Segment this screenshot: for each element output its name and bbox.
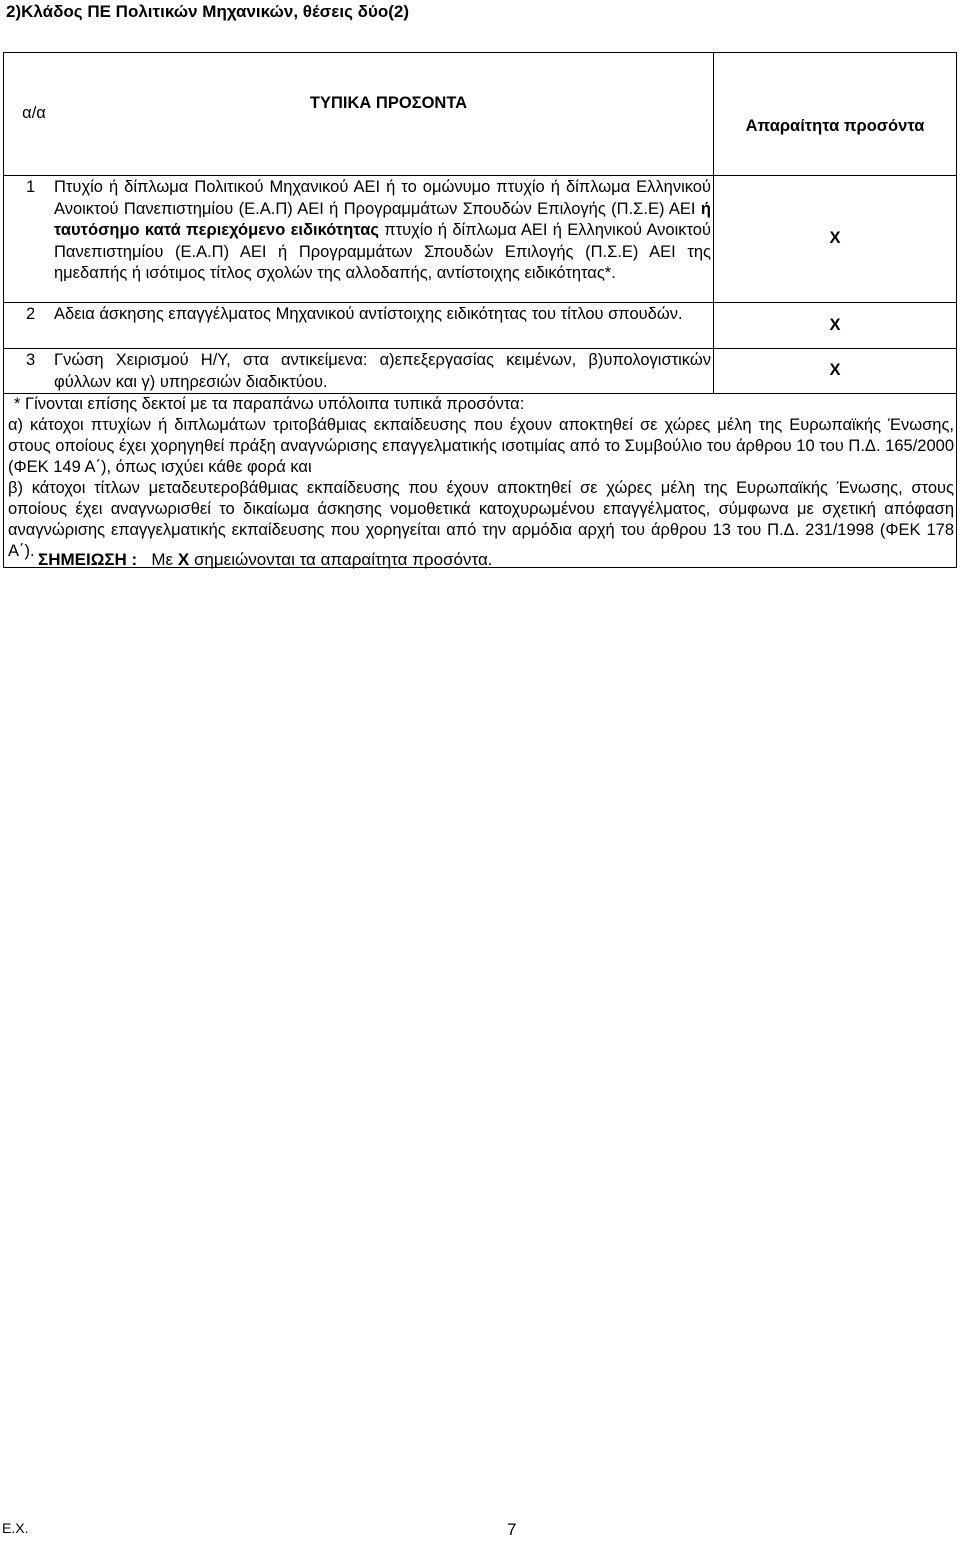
- column-header-required: Απαραίτητα προσόντα: [714, 53, 957, 176]
- remark-text-after: σημειώνονται τα απαραίτητα προσόντα.: [193, 550, 493, 569]
- row-description: [4, 177, 713, 285]
- row-description: Αδεια άσκησης επαγγέλματος Μηχανικού αντίστοιχης ειδικότητας του τίτλου σπουδών.: [54, 305, 683, 323]
- footnote-cell: [4, 394, 957, 568]
- remark-note: [38, 550, 493, 570]
- qualifications-table: [3, 52, 957, 568]
- remark-text-before: Με: [151, 550, 174, 569]
- row-1-text-bold: ή ταυτόσημο κατά περιεχόμενο ειδικότητας: [54, 199, 711, 239]
- header-left-cell: [4, 53, 714, 176]
- footer-initials: Ε.Χ.: [2, 1520, 29, 1536]
- table-row: [4, 349, 957, 394]
- row-3-required-mark: Χ: [714, 349, 957, 394]
- row-index: 2: [26, 305, 36, 323]
- row-1-text-a: Πτυχίο ή δίπλωμα Πολιτικού Μηχανικού ΑΕΙ ή το ομώνυμο πτυχίο ή δίπλωμα Ελληνικού Ανοικτού Πανεπιστημίου (Ε.Α.Π) ΑΕΙ ή Προγραμμάτων Σπουδών Επιλογής (Π.Σ.Ε) ΑΕΙ: [54, 178, 711, 218]
- footnote-item-a: α) κάτοχοι πτυχίων ή διπλωμάτων τριτοβάθμιας εκπαίδευσης που έχουν αποκτηθεί σε χώρες μέλη της Ευρωπαϊκής Ένωσης, στους οποίους έχει χορηγηθεί πράξη αναγνώρισης επαγγελματικής ισοτιμίας από το Συμβούλιο του άρθρου 10 του Π.Δ. 165/2000 (ΦΕΚ 149 Α΄), όπως ισχύει κάθε φορά και: [8, 416, 954, 476]
- table-header-row: [4, 53, 957, 176]
- footnote-item-b: β) κάτοχοι τίτλων μεταδευτεροβάθμιας εκπαίδευσης που έχουν αποκτηθεί σε χώρες μέλη της Ευρωπαϊκής Ένωσης, στους οποίους έχει αναγνωρισθεί το δικαίωμα άσκησης νομοθετικά κατοχυρωμένου επαγγέλματος, σύμφωνα με σχετική απόφαση αναγνώρισης επαγγελματικής εκπαίδευσης που χορηγείται από την αρμόδια αρχή του άρθρου 13 του Π.Δ. 231/1998 (ΦΕΚ 178 Α΄).: [8, 479, 954, 560]
- page-number: 7: [507, 1520, 517, 1539]
- row-2-required-mark: Χ: [714, 303, 957, 349]
- footnote-row: [4, 394, 957, 568]
- table-row: [4, 176, 957, 303]
- row-1-text-b: πτυχίο ή δίπλωμα ΑΕΙ ή Ελληνικού Ανοικτού Πανεπιστημίου (Ε.Α.Π) ΑΕΙ ή Προγραμμάτων Σπουδών Επιλογής (Π.Σ.Ε) ΑΕΙ της ημεδαπής ή ισότιμος τίτλος σχολών της αλλοδαπής, αντίστοιχης ειδικότητας*.: [54, 221, 711, 282]
- row-1-description-cell: [4, 176, 714, 303]
- row-index: 3: [26, 351, 36, 369]
- row-1-required-mark: Χ: [714, 176, 957, 303]
- column-header-qualifications: ΤΥΠΙΚΑ ΠΡΟΣΟΝΤΑ: [309, 94, 468, 112]
- row-description: Γνώση Χειρισμού Η/Υ, στα αντικείμενα: α)επεξεργασίας κειμένων, β)υπολογιστικών φύλλων και γ) υπηρεσιών διαδικτύου.: [54, 351, 711, 391]
- remark-mark: Χ: [177, 550, 190, 569]
- section-heading: 2)Κλάδος ΠΕ Πολιτικών Μηχανικών, θέσεις δύο(2): [6, 2, 410, 21]
- table-row: [4, 303, 957, 349]
- remark-label: ΣΗΜΕΙΩΣΗ :: [38, 550, 138, 569]
- row-2-description-cell: [4, 303, 714, 349]
- row-3-description-cell: [4, 349, 714, 394]
- footnote-intro: * Γίνονται επίσης δεκτοί με τα παραπάνω υπόλοιπα τυπικά προσόντα:: [14, 395, 525, 413]
- row-index: 1: [26, 178, 36, 196]
- column-header-index: α/α: [22, 104, 46, 123]
